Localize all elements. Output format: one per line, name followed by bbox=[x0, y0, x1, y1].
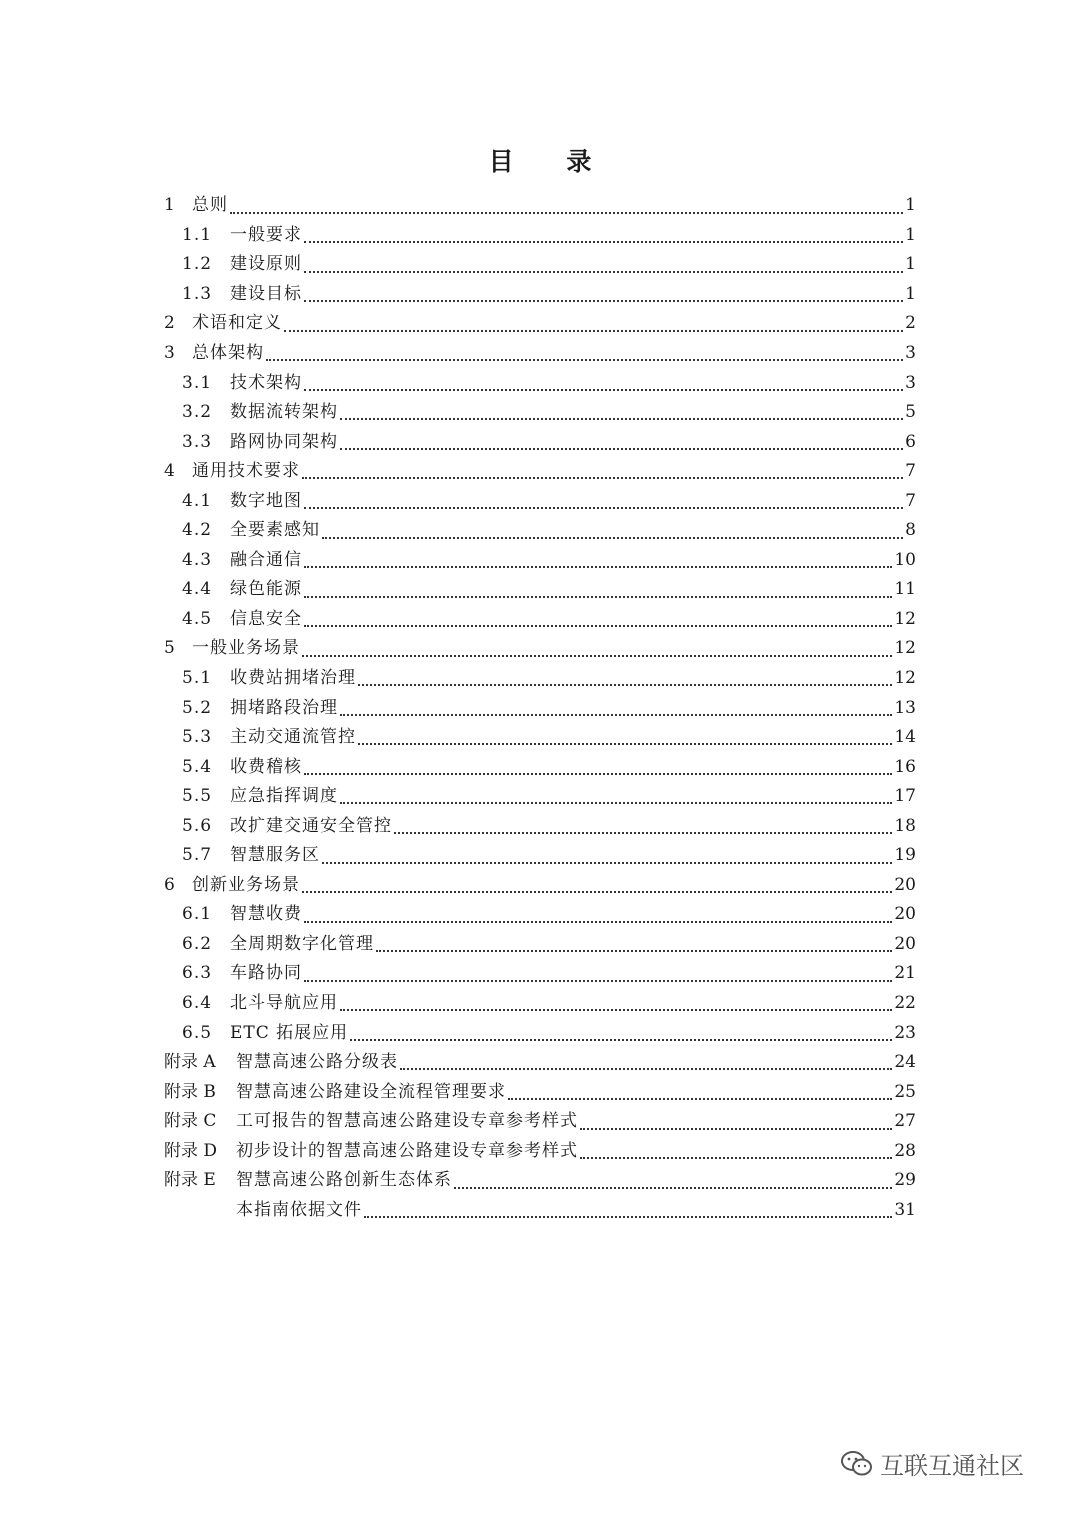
toc-dot-leader bbox=[358, 742, 892, 745]
toc-entry[interactable] bbox=[164, 1196, 916, 1226]
toc-dot-leader bbox=[302, 890, 892, 893]
toc-dot-leader bbox=[302, 654, 892, 657]
toc-entry-number: 5.6 bbox=[182, 815, 213, 836]
toc-dot-leader bbox=[322, 861, 892, 864]
toc-entry-number: 附录 A bbox=[164, 1052, 216, 1073]
toc-entry[interactable] bbox=[164, 723, 916, 753]
toc-entry-number: 4.2 bbox=[182, 520, 213, 541]
toc-entry[interactable] bbox=[164, 664, 916, 694]
toc-entry[interactable] bbox=[164, 871, 916, 901]
toc-entry-title: 一般要求 bbox=[230, 224, 302, 245]
toc-entry-page: 31 bbox=[894, 1199, 916, 1220]
toc-entry[interactable] bbox=[164, 575, 916, 605]
toc-dot-leader bbox=[304, 979, 892, 982]
toc-entry-title: 初步设计的智慧高速公路建设专章参考样式 bbox=[236, 1140, 578, 1161]
toc-entry[interactable] bbox=[164, 752, 916, 782]
toc-dot-leader bbox=[304, 506, 903, 509]
toc-dot-leader bbox=[304, 565, 892, 568]
toc-entry-title: 全要素感知 bbox=[230, 520, 320, 541]
toc-entry[interactable] bbox=[164, 782, 916, 812]
toc-entry-title: 总则 bbox=[192, 195, 228, 216]
toc-dot-leader bbox=[340, 1008, 892, 1011]
toc-entry-number: 4 bbox=[164, 461, 175, 482]
toc-entry[interactable] bbox=[164, 634, 916, 664]
toc-dot-leader bbox=[394, 831, 892, 834]
toc-entry-number: 2 bbox=[164, 313, 175, 334]
toc-dot-leader bbox=[350, 1038, 892, 1041]
table-of-contents bbox=[164, 191, 916, 1225]
toc-entry-number: 附录 C bbox=[164, 1111, 217, 1132]
toc-entry[interactable] bbox=[164, 900, 916, 930]
watermark bbox=[840, 1446, 1024, 1481]
toc-entry-title: 融合通信 bbox=[230, 549, 302, 570]
toc-entry-page: 22 bbox=[894, 993, 916, 1014]
toc-entry[interactable] bbox=[164, 959, 916, 989]
toc-entry-page: 20 bbox=[894, 904, 916, 925]
toc-entry-title: 改扩建交通安全管控 bbox=[230, 815, 392, 836]
toc-entry-title: 智慧收费 bbox=[230, 904, 302, 925]
toc-dot-leader bbox=[340, 417, 903, 420]
toc-entry-page: 12 bbox=[894, 608, 916, 629]
toc-entry[interactable] bbox=[164, 457, 916, 487]
toc-entry-title: 术语和定义 bbox=[192, 313, 282, 334]
toc-dot-leader bbox=[508, 1097, 892, 1100]
toc-entry-title: 通用技术要求 bbox=[192, 461, 300, 482]
toc-entry[interactable] bbox=[164, 1137, 916, 1167]
toc-dot-leader bbox=[266, 358, 903, 361]
toc-dot-leader bbox=[302, 476, 903, 479]
toc-entry-number: 5.7 bbox=[182, 845, 213, 866]
toc-entry[interactable] bbox=[164, 546, 916, 576]
toc-entry-title: 建设原则 bbox=[230, 254, 302, 275]
toc-entry-page: 24 bbox=[894, 1052, 916, 1073]
toc-dot-leader bbox=[376, 949, 892, 952]
toc-entry[interactable] bbox=[164, 605, 916, 635]
toc-entry-title: 主动交通流管控 bbox=[230, 727, 356, 748]
toc-entry-page: 19 bbox=[894, 845, 916, 866]
toc-entry-page: 14 bbox=[894, 727, 916, 748]
toc-entry-number: 6.3 bbox=[182, 963, 213, 984]
toc-entry[interactable] bbox=[164, 486, 916, 516]
watermark-text: 互联互通社区 bbox=[880, 1452, 1024, 1480]
toc-entry-page: 12 bbox=[894, 638, 916, 659]
toc-entry-title: ETC 拓展应用 bbox=[230, 1022, 349, 1043]
toc-dot-leader bbox=[284, 329, 903, 332]
toc-entry[interactable] bbox=[164, 280, 916, 310]
toc-dot-leader bbox=[304, 240, 903, 243]
toc-entry-number: 1.2 bbox=[182, 254, 213, 275]
toc-entry-page: 3 bbox=[905, 343, 916, 363]
toc-entry-page: 13 bbox=[894, 697, 916, 718]
toc-entry-page: 28 bbox=[894, 1140, 916, 1161]
toc-entry-title: 车路协同 bbox=[230, 963, 302, 984]
toc-entry-page: 25 bbox=[894, 1081, 916, 1102]
toc-entry-page: 17 bbox=[894, 786, 916, 807]
toc-entry-title: 收费稽核 bbox=[230, 756, 302, 777]
toc-entry[interactable] bbox=[164, 1048, 916, 1078]
toc-entry-number: 6.5 bbox=[182, 1022, 213, 1043]
toc-entry[interactable] bbox=[164, 930, 916, 960]
toc-entry-title: 智慧服务区 bbox=[230, 845, 320, 866]
toc-entry-title: 拥堵路段治理 bbox=[230, 697, 338, 718]
toc-entry-page: 1 bbox=[905, 254, 916, 275]
toc-entry-page: 2 bbox=[905, 313, 916, 334]
toc-entry-number: 1 bbox=[164, 195, 175, 216]
toc-entry-title: 数字地图 bbox=[230, 490, 302, 511]
toc-entry-title: 本指南依据文件 bbox=[236, 1199, 362, 1220]
toc-entry-page: 3 bbox=[905, 372, 916, 393]
toc-entry-title: 智慧高速公路建设全流程管理要求 bbox=[236, 1081, 506, 1102]
toc-entry-page: 1 bbox=[905, 195, 916, 216]
toc-entry[interactable] bbox=[164, 368, 916, 398]
toc-entry[interactable] bbox=[164, 989, 916, 1019]
toc-entry-page: 8 bbox=[905, 520, 916, 541]
toc-entry-number: 1.3 bbox=[182, 283, 213, 304]
toc-entry-page: 20 bbox=[894, 874, 916, 895]
toc-entry-number: 5.4 bbox=[182, 756, 213, 777]
toc-entry-title: 路网协同架构 bbox=[230, 431, 338, 452]
toc-entry-title: 北斗导航应用 bbox=[230, 993, 338, 1014]
toc-dot-leader bbox=[400, 1067, 892, 1070]
toc-dot-leader bbox=[364, 1215, 892, 1218]
toc-dot-leader bbox=[580, 1127, 892, 1130]
toc-entry-page: 20 bbox=[894, 933, 916, 954]
toc-dot-leader bbox=[454, 1186, 892, 1189]
toc-entry[interactable] bbox=[164, 1166, 916, 1196]
toc-entry-page: 18 bbox=[894, 815, 916, 836]
toc-entry-number: 1.1 bbox=[182, 224, 213, 245]
toc-entry-number: 6.1 bbox=[182, 904, 213, 925]
toc-entry[interactable] bbox=[164, 1107, 916, 1137]
toc-entry[interactable] bbox=[164, 339, 916, 369]
toc-entry[interactable] bbox=[164, 841, 916, 871]
toc-dot-leader bbox=[304, 772, 892, 775]
toc-entry-title: 建设目标 bbox=[230, 283, 302, 304]
toc-entry-number: 3.3 bbox=[182, 431, 213, 452]
toc-entry[interactable] bbox=[164, 693, 916, 723]
toc-entry-number: 5.3 bbox=[182, 727, 213, 748]
toc-entry[interactable] bbox=[164, 427, 916, 457]
toc-entry-title: 创新业务场景 bbox=[192, 874, 300, 895]
toc-entry[interactable] bbox=[164, 811, 916, 841]
toc-entry-number: 6.2 bbox=[182, 933, 213, 954]
toc-dot-leader bbox=[304, 624, 892, 627]
toc-entry-number: 4.3 bbox=[182, 549, 213, 570]
toc-entry[interactable] bbox=[164, 516, 916, 546]
toc-entry[interactable] bbox=[164, 398, 916, 428]
toc-entry-title: 智慧高速公路分级表 bbox=[236, 1052, 398, 1073]
toc-entry-page: 10 bbox=[894, 549, 916, 570]
toc-entry-number: 5.1 bbox=[182, 668, 213, 689]
toc-entry-number: 5.2 bbox=[182, 697, 213, 718]
toc-dot-leader bbox=[340, 713, 892, 716]
toc-entry[interactable] bbox=[164, 1018, 916, 1048]
toc-entry[interactable] bbox=[164, 191, 916, 221]
toc-entry[interactable] bbox=[164, 250, 916, 280]
toc-entry-page: 16 bbox=[894, 756, 916, 777]
toc-entry[interactable] bbox=[164, 309, 916, 339]
toc-entry-title: 应急指挥调度 bbox=[230, 786, 338, 807]
toc-dot-leader bbox=[304, 299, 903, 302]
toc-entry-page: 1 bbox=[905, 224, 916, 245]
toc-entry-page: 27 bbox=[894, 1111, 916, 1132]
toc-entry-page: 1 bbox=[905, 283, 916, 304]
toc-dot-leader bbox=[580, 1156, 892, 1159]
toc-dot-leader bbox=[304, 270, 903, 273]
toc-entry-number: 3.1 bbox=[182, 372, 213, 393]
page-title: 目 录 bbox=[488, 147, 614, 176]
toc-entry-title: 数据流转架构 bbox=[230, 402, 338, 423]
toc-entry-number: 6.4 bbox=[182, 993, 213, 1014]
toc-entry-title: 信息安全 bbox=[230, 608, 302, 629]
toc-entry-page: 6 bbox=[905, 431, 916, 452]
toc-entry[interactable] bbox=[164, 221, 916, 251]
toc-entry-number: 4.1 bbox=[182, 490, 213, 511]
toc-entry-title: 总体架构 bbox=[192, 343, 264, 363]
toc-entry-number: 3.2 bbox=[182, 402, 213, 423]
toc-entry-number: 附录 E bbox=[164, 1170, 216, 1191]
toc-entry-page: 5 bbox=[905, 402, 916, 423]
toc-entry[interactable] bbox=[164, 1077, 916, 1107]
toc-entry-title: 一般业务场景 bbox=[192, 638, 300, 659]
toc-entry-number: 附录 D bbox=[164, 1140, 218, 1161]
toc-entry-page: 29 bbox=[894, 1170, 916, 1191]
toc-entry-number: 附录 B bbox=[164, 1081, 216, 1102]
toc-entry-number: 6 bbox=[164, 874, 175, 895]
toc-dot-leader bbox=[230, 211, 903, 214]
toc-dot-leader bbox=[304, 595, 892, 598]
toc-entry-title: 收费站拥堵治理 bbox=[230, 668, 356, 689]
toc-entry-title: 智慧高速公路创新生态体系 bbox=[236, 1170, 452, 1191]
toc-entry-title: 工可报告的智慧高速公路建设专章参考样式 bbox=[236, 1111, 578, 1132]
toc-entry-number: 5.5 bbox=[182, 786, 213, 807]
toc-dot-leader bbox=[304, 920, 892, 923]
toc-entry-page: 21 bbox=[894, 963, 916, 984]
toc-entry-page: 7 bbox=[905, 490, 916, 511]
toc-entry-page: 12 bbox=[894, 668, 916, 689]
toc-entry-page: 11 bbox=[894, 579, 916, 600]
wechat-icon bbox=[840, 1450, 874, 1478]
toc-dot-leader bbox=[358, 683, 892, 686]
toc-entry-title: 全周期数字化管理 bbox=[230, 933, 374, 954]
toc-entry-page: 7 bbox=[905, 461, 916, 482]
toc-entry-page: 23 bbox=[894, 1022, 916, 1043]
toc-dot-leader bbox=[340, 801, 892, 804]
toc-dot-leader bbox=[322, 536, 903, 539]
toc-entry-number: 3 bbox=[164, 343, 175, 363]
toc-entry-title: 技术架构 bbox=[230, 372, 302, 393]
toc-entry-number: 4.4 bbox=[182, 579, 213, 600]
toc-entry-number: 4.5 bbox=[182, 608, 213, 629]
toc-entry-title: 绿色能源 bbox=[230, 579, 302, 600]
toc-dot-leader bbox=[304, 388, 903, 391]
toc-entry-number: 5 bbox=[164, 638, 175, 659]
toc-dot-leader bbox=[340, 447, 903, 450]
